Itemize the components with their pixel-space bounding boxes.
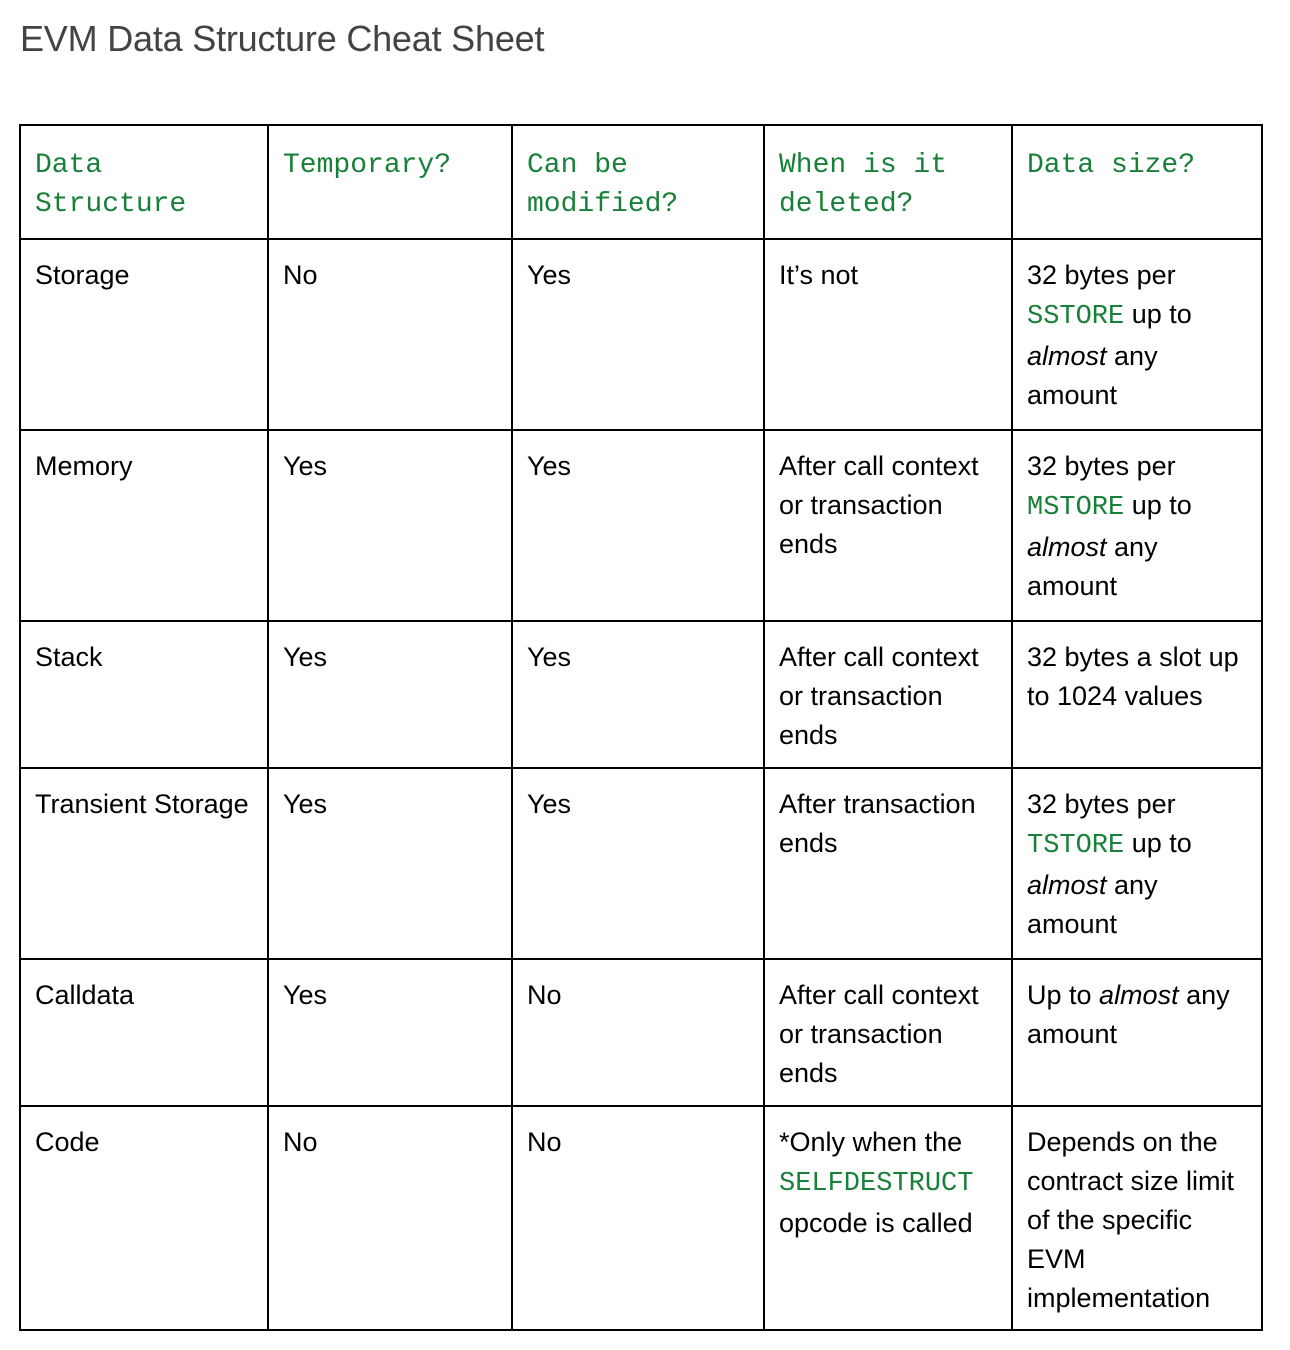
- cell-temporary: Yes: [268, 430, 512, 621]
- cell-structure: Calldata: [20, 959, 268, 1106]
- cell-structure: Stack: [20, 621, 268, 768]
- page-title: EVM Data Structure Cheat Sheet: [20, 18, 545, 59]
- deleted-text: *Only when the: [779, 1127, 963, 1157]
- header-when-deleted: When is it deleted?: [764, 125, 1012, 239]
- cell-size: [1012, 768, 1262, 959]
- cell-deleted: After transaction ends: [764, 768, 1012, 959]
- size-text: any amount: [1027, 532, 1158, 601]
- cell-temporary: Yes: [268, 621, 512, 768]
- cheat-sheet-table: [19, 124, 1263, 1331]
- table-row: [20, 239, 1262, 430]
- cell-size: [1012, 239, 1262, 430]
- deleted-text: opcode is called: [779, 1208, 973, 1238]
- size-text: 32 bytes per: [1027, 451, 1176, 481]
- cell-structure: Memory: [20, 430, 268, 621]
- cell-deleted: After call context or transaction ends: [764, 959, 1012, 1106]
- header-data-structure: Data Structure: [20, 125, 268, 239]
- cell-modifiable: No: [512, 1106, 764, 1330]
- table-header-row: [20, 125, 1262, 239]
- cell-deleted: After call context or transaction ends: [764, 430, 1012, 621]
- size-text: up to: [1124, 828, 1192, 858]
- opcode-code: TSTORE: [1027, 831, 1125, 861]
- table-row: [20, 768, 1262, 959]
- size-text: up to: [1124, 490, 1192, 520]
- emphasis-text: almost: [1099, 980, 1179, 1010]
- cell-temporary: Yes: [268, 959, 512, 1106]
- cell-modifiable: Yes: [512, 430, 764, 621]
- cell-modifiable: Yes: [512, 768, 764, 959]
- table-row: [20, 1106, 1262, 1330]
- size-text: any amount: [1027, 980, 1230, 1049]
- cell-modifiable: Yes: [512, 239, 764, 430]
- size-text: Up to: [1027, 980, 1100, 1010]
- table-row: [20, 621, 1262, 768]
- cell-deleted: After call context or transaction ends: [764, 621, 1012, 768]
- header-data-size: Data size?: [1012, 125, 1262, 239]
- cell-size: Depends on the contract size limit of the specific EVM implementation: [1012, 1106, 1262, 1330]
- opcode-code: MSTORE: [1027, 493, 1125, 523]
- cell-structure: Code: [20, 1106, 268, 1330]
- header-temporary: Temporary?: [268, 125, 512, 239]
- size-text: up to: [1124, 299, 1192, 329]
- cell-size: [1012, 430, 1262, 621]
- emphasis-text: almost: [1027, 341, 1107, 371]
- table-row: [20, 430, 1262, 621]
- size-text: any amount: [1027, 341, 1158, 410]
- cell-size: [1012, 959, 1262, 1106]
- opcode-code: SELFDESTRUCT: [779, 1169, 974, 1199]
- table-row: [20, 959, 1262, 1106]
- size-text: 32 bytes per: [1027, 260, 1176, 290]
- size-text: 32 bytes per: [1027, 789, 1176, 819]
- cell-structure: Transient Storage: [20, 768, 268, 959]
- header-can-be-modified: Can be modified?: [512, 125, 764, 239]
- cell-size: 32 bytes a slot up to 1024 values: [1012, 621, 1262, 768]
- emphasis-text: almost: [1027, 870, 1107, 900]
- cell-temporary: No: [268, 1106, 512, 1330]
- opcode-code: SSTORE: [1027, 302, 1125, 332]
- cell-structure: Storage: [20, 239, 268, 430]
- cell-deleted: It’s not: [764, 239, 1012, 430]
- size-text: any amount: [1027, 870, 1158, 939]
- cell-temporary: No: [268, 239, 512, 430]
- cell-temporary: Yes: [268, 768, 512, 959]
- cell-modifiable: No: [512, 959, 764, 1106]
- emphasis-text: almost: [1027, 532, 1107, 562]
- cell-modifiable: Yes: [512, 621, 764, 768]
- cell-deleted: [764, 1106, 1012, 1330]
